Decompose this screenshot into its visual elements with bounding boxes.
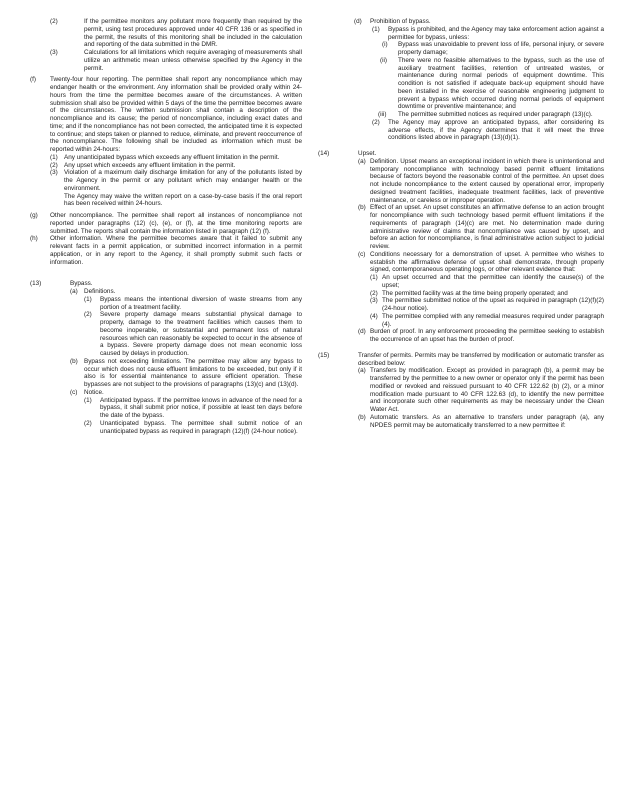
item-label: (c) bbox=[358, 250, 366, 258]
item-label: (3) bbox=[50, 169, 58, 177]
item-text: Anticipated bypass. If the permittee knows in advance of the need for a bypass, it shall submit prior notice, if possible at least ten days before the date of the bypass. bbox=[100, 396, 302, 419]
upset-definition bbox=[318, 158, 604, 205]
item-label: (g) bbox=[30, 212, 38, 219]
item-text: Definition. Upset means an exceptional incident in which there is unintentional and temporary noncompliance with technology based permit effluent limitations because of factors beyond the reasonable control of the permittee. An upset does not include noncompliance to the extent caused by operational error, improperly designed treatment facilities, inadequate treatment facilities, lack of preventive maintenance, or careless or improper operation. bbox=[370, 157, 604, 204]
item-label: (iii) bbox=[378, 111, 387, 118]
prohibition-heading bbox=[318, 18, 604, 26]
upset-conditions bbox=[318, 251, 604, 274]
other-noncompliance bbox=[30, 212, 302, 235]
item-label: (2) bbox=[50, 161, 58, 169]
section-text: Other noncompliance. The permittee shall report all instances of noncompliance not reported under paragraphs (12) (c), (e), or (f), at the time monitoring reports are submitted. The reports shall contain the information listed in paragraph (12) (f). bbox=[50, 212, 302, 235]
section-title: Upset. bbox=[358, 150, 377, 157]
reporting-item-3 bbox=[30, 169, 302, 192]
prohibition-item-iii bbox=[318, 111, 604, 119]
upset-effect bbox=[318, 204, 604, 251]
bypass-definition-2 bbox=[30, 311, 302, 358]
left-column bbox=[30, 18, 302, 435]
bypass-not-exceeding bbox=[30, 358, 302, 389]
item-text: Any upset which exceeds any effluent limitation in the permit. bbox=[64, 161, 236, 169]
item-label: (b) bbox=[70, 357, 78, 365]
upset-burden-of-proof bbox=[318, 328, 604, 344]
item-text: If the permittee monitors any pollutant more frequently than required by the permit, using test procedures approved under 40 CFR 136 or as specified in the permit, the results of this monitoring shall be included in the calculation and reporting of the data submitted in the DMR. bbox=[84, 18, 302, 49]
item-label: (1) bbox=[50, 153, 58, 161]
item-label: (2) bbox=[84, 311, 92, 319]
bypass-definition-1 bbox=[30, 296, 302, 312]
item-text: The Agency may waive the written report on a case-by-case basis if the oral report has been received within 24-hours. bbox=[64, 192, 302, 208]
item-text: Bypass not exceeding limitations. The permittee may allow any bypass to occur which does not cause effluent limitations to be exceeded, but only if it also is for essential maintenance to assure efficient operation. These bypasses are not subject to the provisions of paragraphs (13)(c) and (13)(d). bbox=[84, 357, 302, 388]
other-information bbox=[30, 235, 302, 266]
item-text: The permittee complied with any remedial measures required under paragraph (4). bbox=[382, 312, 604, 328]
item-label: (h) bbox=[30, 235, 38, 243]
item-label: (4) bbox=[370, 312, 378, 320]
section-title: Notice. bbox=[84, 388, 104, 396]
item-text: Transfers by modification. Except as provided in paragraph (b), a permit may be transferred by the permittee to a new owner or operator only if the permit has been modified or revoked and reissued pursuant to 40 CFR 122.62 (b) (2), or a minor modification made pursuant to 40 CFR 122.63 (d), to identify the new permittee and incorporate such other requirements as may be necessary under the Clean Water Act. bbox=[370, 367, 604, 413]
item-label: (1) bbox=[84, 396, 92, 404]
item-text: Automatic transfers. As an alternative to transfers under paragraph (a), any NPDES permit may be automatically transferred to a new permittee if: bbox=[370, 413, 604, 429]
monitoring-item-2 bbox=[30, 18, 302, 49]
item-text: The permittee submitted notices as required under paragraph (13)(c). bbox=[398, 111, 593, 118]
item-label: (2) bbox=[84, 419, 92, 427]
item-label: (i) bbox=[382, 41, 388, 49]
item-text: The Agency may approve an anticipated bypass, after considering its adverse effects, if the Agency determines that it will meet the three conditions listed above in paragraph (13)(d)(1). bbox=[388, 118, 604, 142]
item-label: (b) bbox=[358, 413, 366, 421]
item-text: Bypass means the intentional diversion of waste streams from any portion of a treatment facility. bbox=[100, 295, 302, 311]
item-label: (2) bbox=[372, 118, 380, 126]
section-title: Prohibition of bypass. bbox=[370, 18, 431, 25]
item-text: Any unanticipated bypass which exceeds any effluent limitation in the permit. bbox=[64, 153, 280, 161]
right-column bbox=[318, 18, 604, 429]
twenty-four-hour-reporting bbox=[30, 76, 302, 154]
item-text: Severe property damage means substantial physical damage to property, damage to the treatment facilities which causes them to become inoperable, or substantial and permanent loss of natural resources which can reasonably be expected to occur in the absence of a bypass. Severe property damage does not mean economic loss caused by delays in production. bbox=[100, 311, 302, 357]
item-text: Effect of an upset. An upset constitutes an affirmative defense to an action brought for noncompliance with such technology based permit effluent limitations if the requirements of paragraph (14)(c) are met. No determination made during administrative review of claims that noncompliance was caused by upset, and before an action for noncompliance, is final administrative action subject to judicial review. bbox=[370, 204, 604, 250]
section-text: Other information. Where the permittee becomes aware that it failed to submit any relevant facts in a permit application, or submitted incorrect information in a permit application, or in any report to the Agency, it shall promptly submit such facts or information. bbox=[50, 235, 302, 266]
upset-condition-2 bbox=[318, 290, 604, 298]
item-text: Bypass is prohibited, and the Agency may take enforcement action against a permittee for bypass, unless: bbox=[388, 25, 604, 41]
item-label: (1) bbox=[372, 25, 380, 33]
automatic-transfers bbox=[318, 414, 604, 430]
anticipated-bypass bbox=[30, 397, 302, 420]
item-label: (2) bbox=[50, 18, 58, 25]
prohibition-item-ii bbox=[318, 57, 604, 111]
item-label: (3) bbox=[370, 297, 378, 305]
item-text: Burden of proof. In any enforcement proceeding the permittee seeking to establish the occurrence of an upset has the burden of proof. bbox=[370, 328, 604, 343]
item-label: (c) bbox=[70, 388, 78, 396]
section-text: Transfer of permits. Permits may be transferred by modification or automatic transfer as described below: bbox=[358, 351, 604, 367]
item-label: (a) bbox=[358, 157, 366, 165]
upset-condition-1 bbox=[318, 274, 604, 290]
item-text: Violation of a maximum daily discharge limitation for any of the pollutants listed by the Agency in the permit or any pollutant which may endanger health or the environment. bbox=[64, 169, 302, 192]
item-text: The permittee submitted notice of the upset as required in paragraph (12)(f)(2) (24-hour notice). bbox=[382, 297, 604, 312]
item-label: (ii) bbox=[380, 56, 388, 64]
section-number: (15) bbox=[318, 351, 330, 359]
item-text: The permitted facility was at the time being properly operated; and bbox=[382, 289, 568, 297]
unanticipated-bypass bbox=[30, 420, 302, 436]
item-label: (d) bbox=[354, 18, 362, 25]
item-label: (a) bbox=[358, 367, 366, 375]
item-label: (1) bbox=[370, 274, 378, 281]
item-text: There were no feasible alternatives to the bypass, such as the use of auxiliary treatment facilities, retention of untreated wastes, or maintenance during normal periods of equipment downtime. This condition is not satisfied if adequate back-up equipment should have been installed in the exercise of reasonable engineering judgment to prevent a bypass which occurred during normal periods of equipment downtime or preventive maintenance; and bbox=[398, 56, 604, 111]
section-text: Twenty-four hour reporting. The permittee shall report any noncompliance which may endanger health or the environment. Any information shall be provided orally within 24-hours from the time the permittee becomes aware of the circumstances. A written submission shall also be provided within 5 days of the time the permittee becomes aware of the circumstances. The written submission shall contain a description of the noncompliance and its cause; the period of noncompliance, including exact dates and time; and if the noncompliance has not been corrected, the anticipated time it is expected to continue; and steps taken or planned to reduce, eliminate, and prevent reoccurrence of the noncompliance. The following shall be included as information which must be reported within 24-hours: bbox=[50, 76, 302, 153]
item-text: An upset occurred and that the permittee can identify the cause(s) of the upset; bbox=[382, 274, 604, 289]
item-label: (f) bbox=[30, 76, 36, 84]
transfers-by-modification bbox=[318, 367, 604, 414]
item-text: Conditions necessary for a demonstration of upset. A permittee who wishes to establish the affirmative defense of upset shall demonstrate, through properly signed, contemporaneous operating logs, or other relevant evidence that: bbox=[370, 250, 604, 274]
monitoring-item-3 bbox=[30, 49, 302, 72]
prohibition-item-1 bbox=[318, 26, 604, 42]
section-number: (13) bbox=[30, 280, 42, 288]
reporting-item-1 bbox=[30, 154, 302, 162]
item-label: (a) bbox=[70, 288, 78, 295]
bypass-notice-heading bbox=[30, 389, 302, 397]
upset-condition-4 bbox=[318, 313, 604, 329]
item-label: (3) bbox=[50, 49, 58, 56]
prohibition-item-2 bbox=[318, 119, 604, 142]
section-number: (14) bbox=[318, 150, 330, 157]
section-title: Definitions. bbox=[84, 288, 116, 295]
waiver-note bbox=[30, 193, 302, 209]
item-text: Unanticipated bypass. The permittee shall submit notice of an unanticipated bypass as required in paragraph (12)(f) (24-hour notice). bbox=[100, 419, 302, 435]
item-text: Calculations for all limitations which require averaging of measurements shall utilize an arithmetic mean unless otherwise specified by the Agency in the permit. bbox=[84, 49, 302, 72]
section-title: Bypass. bbox=[70, 280, 93, 288]
prohibition-item-i bbox=[318, 41, 604, 57]
item-text: Bypass was unavoidable to prevent loss of life, personal injury, or severe property damage; bbox=[398, 41, 604, 56]
item-label: (d) bbox=[358, 328, 366, 336]
item-label: (b) bbox=[358, 204, 366, 212]
transfer-of-permits bbox=[318, 352, 604, 368]
item-label: (1) bbox=[84, 295, 92, 303]
upset-heading bbox=[318, 150, 604, 158]
bypass-definitions-heading bbox=[30, 288, 302, 296]
reporting-item-2 bbox=[30, 162, 302, 170]
item-label: (2) bbox=[370, 289, 378, 297]
bypass-heading bbox=[30, 280, 302, 288]
upset-condition-3 bbox=[318, 297, 604, 313]
